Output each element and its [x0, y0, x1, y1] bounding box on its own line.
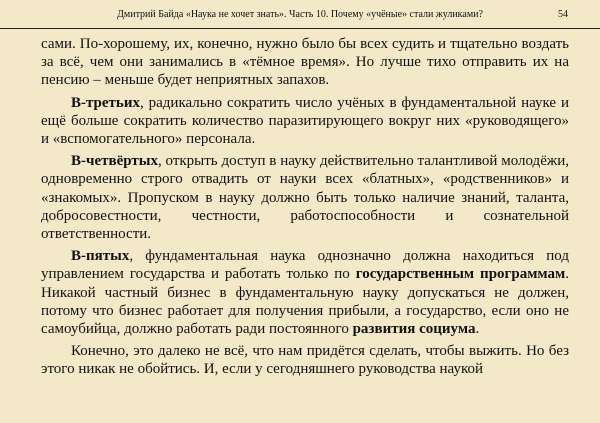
text-segment: сами. По-хорошему, их, конечно, нужно было бы всех судить и тщательно воздать за всё, чем они занимались в «тёмное время». Но лучше тихо отправить их на пенсию – меньше будет неприятных запахов.: [41, 36, 569, 89]
text-segment: , фундаментальная наука однозначно должна находиться под управлением государства и работать только по: [41, 248, 569, 283]
header-title: Дмитрий Байда «Наука не хочет знать». Часть 10. Почему «учёные» стали жуликами?: [117, 9, 483, 20]
paragraph-third-point: [41, 94, 569, 149]
heading-v-chetvyortykh: В-четвёртых: [71, 153, 158, 170]
paragraph-fifth-point: [41, 247, 569, 338]
text-segment: . Никакой частный бизнес в фундаментальную науку допускаться не должен, потому что бизнес работает для получения прибыли, а государство, если оно не самоубийца, должно работать ради постоянного: [41, 266, 569, 338]
paragraph-fourth-point: [41, 152, 569, 243]
bold-phrase: государственным программам: [355, 266, 566, 283]
paragraph-continuation: [41, 35, 569, 90]
text-segment: Конечно, это далеко не всё, что нам придётся сделать, чтобы выжить. Но без этого никак не обойтись. И, если у сегодняшнего руководства наукой: [41, 343, 569, 378]
text-segment: , радикально сократить число учёных в фундаментальной науке и ещё больше сократить количество паразитирующего вокруг них «руководящего» и «вспомогательного» персонала.: [41, 94, 569, 148]
bold-phrase: развития социума: [352, 321, 476, 338]
text-segment: .: [475, 321, 480, 338]
page-number: 54: [558, 9, 568, 20]
heading-v-tretikh: В-третьих: [71, 94, 140, 111]
heading-v-pyatykh: В-пятых: [71, 248, 130, 265]
paragraph-conclusion: [41, 342, 569, 378]
body-text: [41, 35, 569, 383]
page-header: [0, 0, 600, 29]
text-segment: , открыть доступ в науку действительно талантливой молодёжи, одновременно строго отвадить от науки всех «блатных», «родственников» и «знакомых». Пропуском в науку должно быть только наличие знаний, таланта, добросовестности, честности, работоспособности и сознательной ответственности.: [41, 153, 569, 243]
